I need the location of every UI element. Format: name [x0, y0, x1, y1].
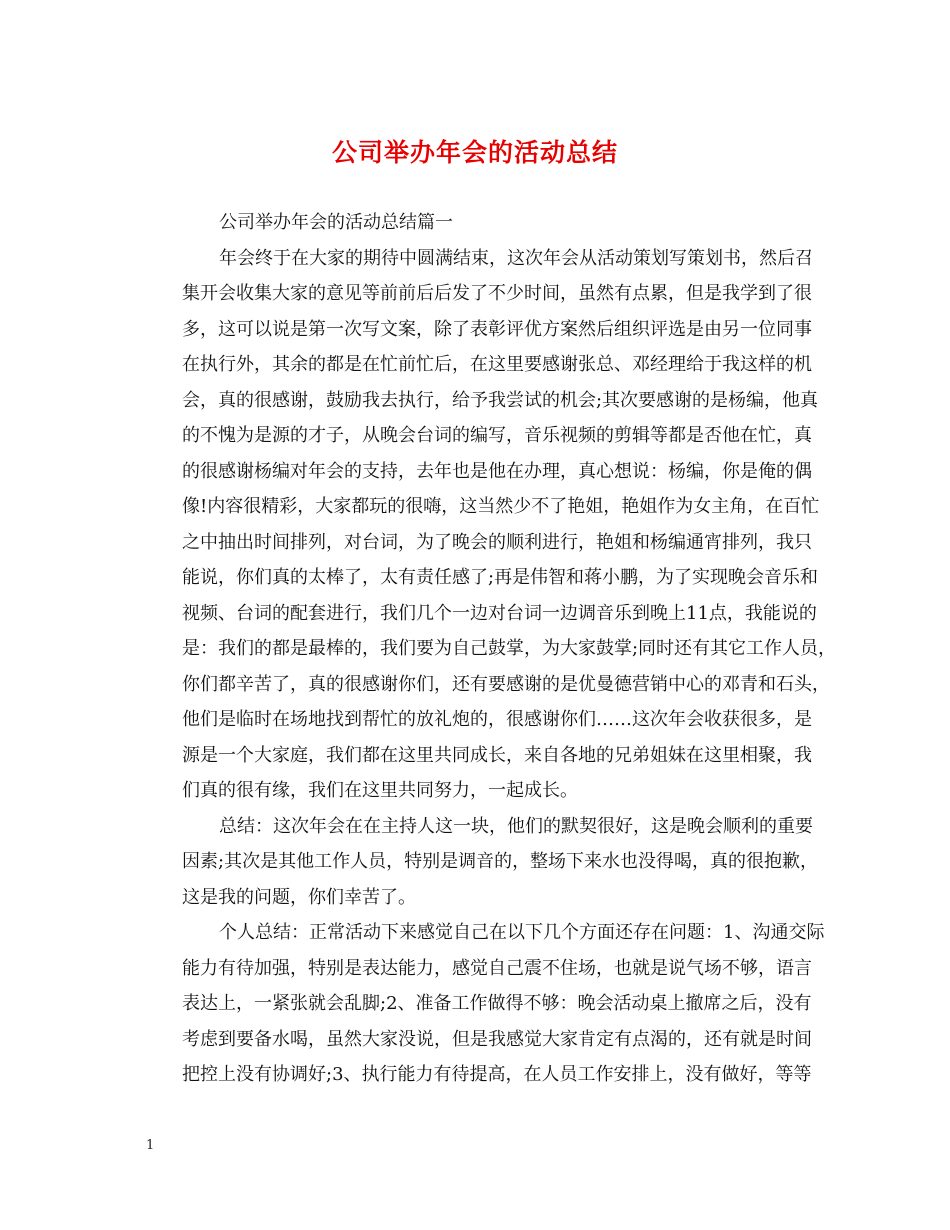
paragraph-heading — [146, 205, 812, 241]
paragraph-3 — [146, 915, 825, 1093]
text-line: 多，这可以说是第一次写文案，除了表彰评优方案然后组织评选是由另一位同事 — [182, 318, 812, 340]
text-line: 能力有待加强，特别是表达能力，感觉自己震不住场，也就是说气场不够，语言 — [182, 957, 812, 979]
text-line: 之中抽出时间排列，对台词，为了晚会的顺利进行，艳姐和杨编通宵排列，我只 — [182, 531, 812, 553]
text-line: 在执行外，其余的都是在忙前忙后，在这里要感谢张总、邓经理给于我这样的机 — [182, 354, 812, 375]
text-line: 个人总结：正常活动下来感觉自己在以下几个方面还存在问题：1、沟通交际 — [219, 922, 825, 943]
text-line: 源是一个大家庭，我们都在这里共同成长，来自各地的兄弟姐妹在这里相聚，我 — [182, 744, 812, 766]
text-line: 表达上，一紧张就会乱脚;2、准备工作做得不够：晚会活动桌上撤席之后，没有 — [182, 993, 812, 1014]
text-line: 们真的很有缘，我们在这里共同努力，一起成长。 — [182, 780, 578, 801]
text-line: 年会终于在大家的期待中圆满结束，这次年会从活动策划写策划书，然后召 — [219, 247, 813, 269]
text-line: 的不愧为是源的才子，从晚会台词的编写，音乐视频的剪辑等都是否他在忙，真 — [182, 425, 812, 446]
text-line: 你们都辛苦了，真的很感谢你们，还有要感谢的是优曼德营销中心的邓青和石头， — [182, 673, 830, 695]
document-title: 公司举办年会的活动总结 — [331, 138, 618, 167]
text-line: 这是我的问题，你们幸苦了。 — [182, 886, 416, 908]
text-line: 是：我们的都是最棒的，我们要为自己鼓掌，为大家鼓掌;同时还有其它工作人员， — [182, 638, 837, 659]
text-line: 他们是临时在场地找到帮忙的放礼炮的，很感谢你们……这次年会收获很多，是 — [182, 709, 812, 730]
text-line: 因素;其次是其他工作人员，特别是调音的，整场下来水也没得喝，真的很抱歉， — [182, 851, 819, 872]
text-line: 的很感谢杨编对年会的支持，去年也是他在办理，真心想说：杨编，你是俺的偶 — [182, 460, 812, 482]
paragraph-2 — [146, 809, 819, 916]
page-number: 1 — [146, 1138, 155, 1153]
text-line: 能说，你们真的太棒了，太有责任感了;再是伟智和蒋小鹏，为了实现晚会音乐和 — [182, 567, 819, 588]
text-line: 视频、台词的配套进行，我们几个一边对台词一边调音乐到晚上11点，我能说的 — [182, 602, 817, 624]
text-line: 公司举办年会的活动总结篇一 — [219, 212, 453, 233]
text-line: 像!内容很精彩，大家都玩的很嗨，这当然少不了艳姐，艳姐作为女主角，在百忙 — [182, 496, 820, 517]
paragraph-1 — [146, 241, 837, 809]
text-line: 把控上没有协调好;3、执行能力有待提高，在人员工作安排上，没有做好，等等 — [182, 1064, 812, 1085]
text-line: 总结：这次年会在在主持人这一块，他们的默契很好，这是晚会顺利的重要 — [219, 815, 813, 837]
text-line: 会，真的很感谢，鼓励我去执行，给予我尝试的机会;其次要感谢的是杨编，他真 — [182, 389, 819, 411]
document-body — [146, 205, 837, 1093]
text-line: 考虑到要备水喝，虽然大家没说，但是我感觉大家肯定有点渴的，还有就是时间 — [182, 1028, 812, 1050]
text-line: 集开会收集大家的意见等前前后后发了不少时间，虽然有点累，但是我学到了很 — [182, 283, 812, 304]
